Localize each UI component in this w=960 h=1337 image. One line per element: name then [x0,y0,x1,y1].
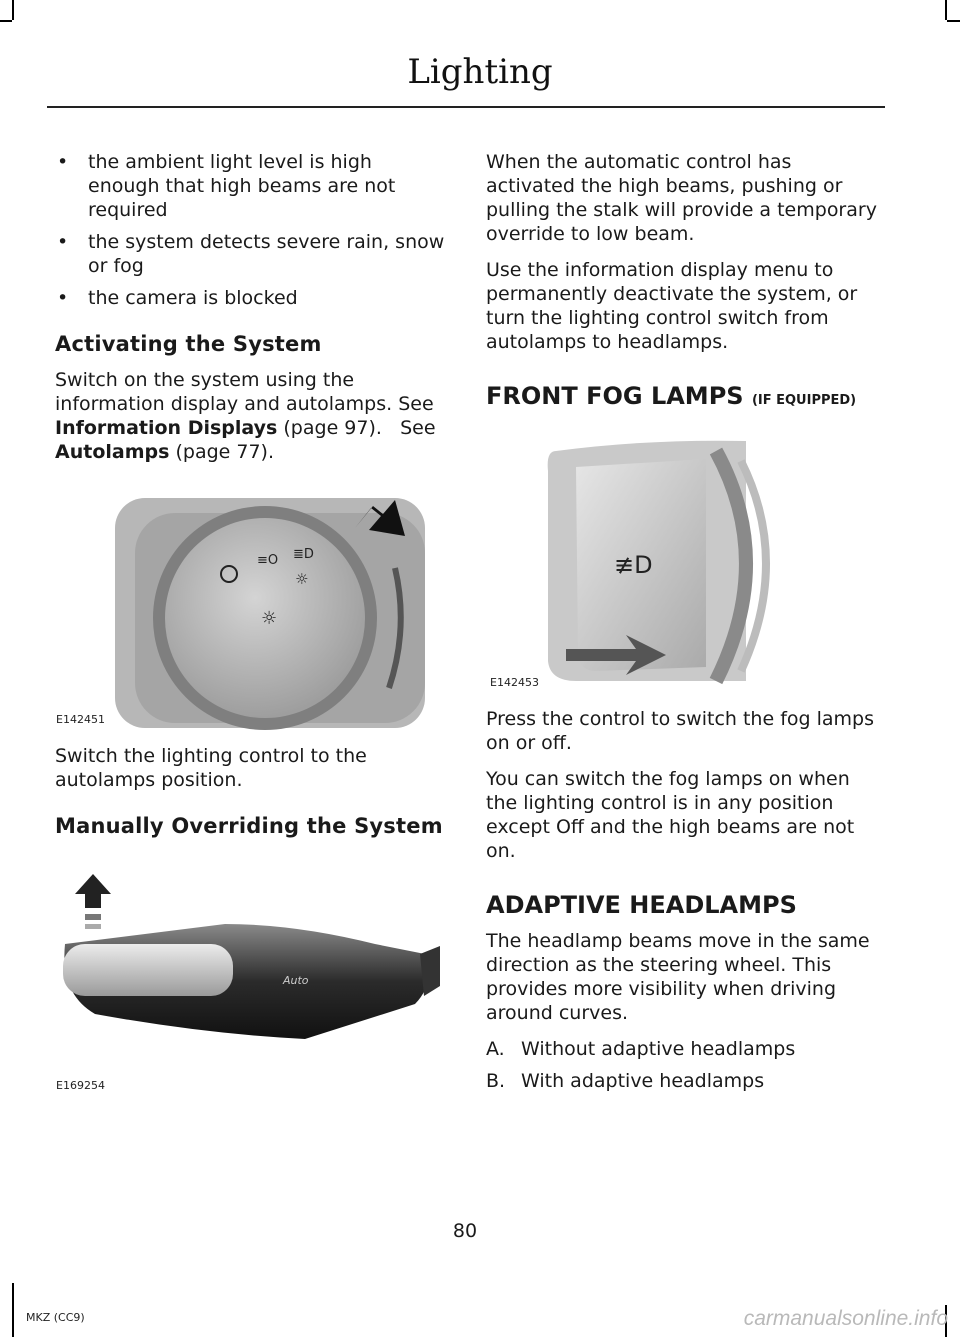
page-title: Lighting [407,52,553,92]
switch-paragraph: Switch the lighting control to the autolamps position. [55,745,367,791]
fog-paragraph-1: Press the control to switch the fog lamps on or off. [486,708,874,754]
autolamps-link[interactable]: Autolamps [55,441,170,463]
crop-mark [945,0,947,20]
lighting-switch-figure [55,488,447,732]
crop-mark [12,1283,14,1337]
figure-code: E142453 [490,676,539,689]
lighting-control-dial-illustration [55,488,447,732]
list-item: A. Without adaptive headlamps [486,1038,796,1060]
svg-text:≣D: ≣D [293,547,314,562]
list-item: B. With adaptive headlamps [486,1070,765,1092]
deactivate-paragraph: Use the information display menu to permanently deactivate the system, or turn the lighting control switch from autolamps to headlamps. [486,259,858,353]
fog-lamps-heading: FRONT FOG LAMPS (IF EQUIPPED) [486,382,857,410]
crop-mark [0,20,12,22]
list-item: • the camera is blocked [55,286,447,310]
condition-list [55,150,447,310]
override-paragraph: When the automatic control has activated the high beams, pushing or pulling the stalk will provide a temporary override to low beam. [486,151,877,245]
fog-paragraph-2: You can switch the fog lamps on when the lighting control is in any position except Off and the high beams are not on. [486,768,855,862]
stalk-figure [55,864,447,1098]
right-column [486,150,878,1101]
list-item: • the ambient light level is high enough that high beams are not required [55,150,447,222]
fog-lamp-button-illustration [486,431,878,695]
activating-paragraph: Switch on the system using the information display and autolamps. See Information Displays (page 97). See Autolamps (page 77). [55,369,436,463]
left-column [55,150,447,1110]
turn-signal-stalk-illustration [55,864,447,1098]
list-item: • the system detects severe rain, snow or fog [55,230,447,278]
svg-text:≡O: ≡O [257,553,279,568]
page-number: 80 [452,1220,478,1242]
activating-heading: Activating the System [55,332,322,356]
figure-code: E142451 [56,713,105,726]
override-heading: Manually Overriding the System [55,814,443,838]
figure-code: E169254 [56,1079,105,1092]
adaptive-paragraph: The headlamp beams move in the same direction as the steering wheel. This provides more visibility when driving around curves. [486,930,870,1024]
adaptive-list [486,1037,878,1093]
watermark: carmanualsonline.info [743,1307,948,1330]
crop-mark [12,0,14,20]
header-divider [47,106,885,108]
svg-text:☼: ☼ [261,608,278,629]
adaptive-headlamps-heading: ADAPTIVE HEADLAMPS [486,891,797,919]
information-displays-link[interactable]: Information Displays [55,417,278,439]
svg-text:☼: ☼ [295,570,309,588]
model-code: MKZ (CC9) [26,1311,85,1324]
crop-mark [947,20,960,22]
svg-text:≢D: ≢D [614,551,653,579]
svg-text:Auto: Auto [283,974,309,987]
fog-lamp-switch-figure [486,431,878,695]
